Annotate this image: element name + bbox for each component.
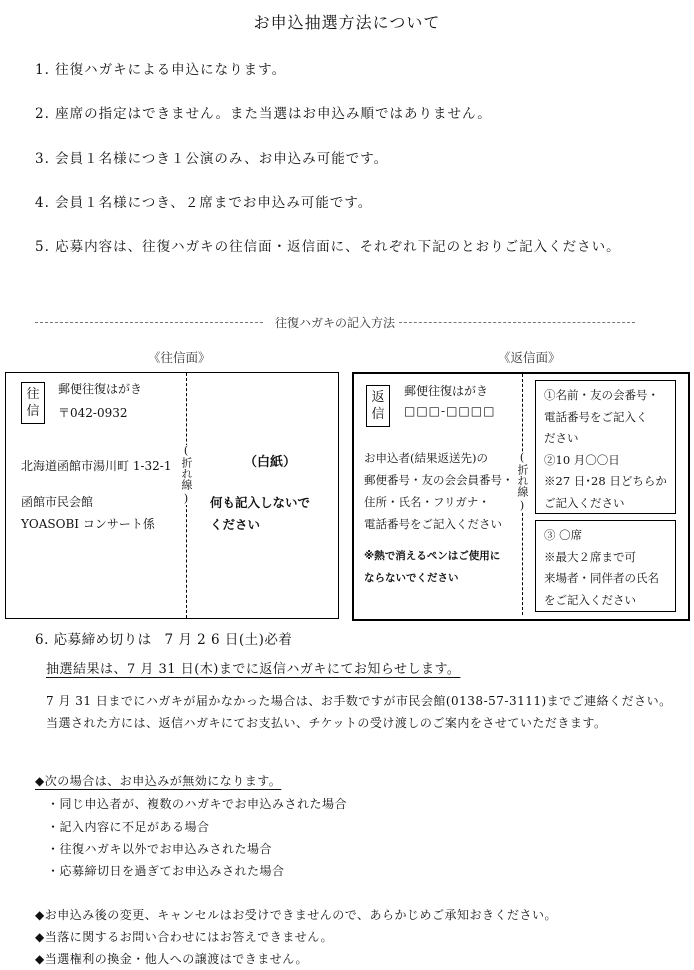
oushin-department: YOASOBI コンサート係	[21, 517, 155, 531]
oushin-address: 北海道函館市湯川町 1-32-1	[21, 459, 172, 473]
deadline-prefix: 6. 応募締め切りは	[35, 632, 152, 648]
invalid-item-4: ・応募締切日を過ぎてお申込みされた場合	[47, 864, 285, 878]
oushin-postcard-header: 郵便往復はがき	[58, 382, 143, 396]
blank-note: （白紙）	[244, 455, 297, 470]
rule-2: 2. 座席の指定はできません。また当選はお申込み順ではありません。	[35, 106, 492, 122]
notice-no-inquiries: ◆当落に関するお問い合わせにはお答えできません。	[35, 930, 333, 944]
rule-3: 3. 会員１名様につき１公演のみ、お申込み可能です。	[35, 151, 389, 167]
rule-1: 1. 往復ハガキによる申込になります。	[35, 62, 287, 78]
result-announcement: 抽選結果は、7 月 31 日(木)までに返信ハガキにてお知らせします。	[46, 662, 461, 677]
box2-line-2: ※最大２席まで可	[544, 549, 636, 564]
oushin-label: 《往信面》	[148, 350, 211, 365]
pen-warning	[364, 545, 500, 589]
invalid-heading: ◆次の場合は、お申込みが無効になります。	[35, 774, 282, 788]
rule-4: 4. 会員１名様につき、２席までお申込み可能です。	[35, 195, 373, 211]
applicant-line-3: 住所・氏名・フリガナ・	[364, 495, 490, 509]
henshin-box-seats	[535, 520, 676, 612]
pen-warning-line-2: ならないでください	[364, 572, 459, 584]
henshin-fold-text: 折れ線	[516, 464, 529, 497]
invalid-item-3: ・往復ハガキ以外でお申込みされた場合	[47, 842, 273, 856]
pen-warning-line-1: ※熱で消えるペンはご使用に	[364, 550, 501, 562]
invalid-item-2: ・記入内容に不足がある場合	[47, 820, 210, 834]
henshin-label: 《返信面》	[498, 350, 561, 365]
box1-line-6: ご記入ください	[544, 495, 625, 510]
applicant-line-1: お申込者(結果返送先)の	[364, 451, 488, 465]
rule-5: 5. 応募内容は、往復ハガキの往信面・返信面に、それぞれ下記のとおりご記入ください。	[35, 239, 621, 255]
box2-line-3: 来場者・同伴者の氏名	[544, 571, 659, 585]
deadline-date: 7 月 2 6 日(土)必着	[164, 632, 293, 648]
oushin-postal-code: 〒042-0932	[58, 406, 128, 420]
oushin-postcard	[5, 372, 339, 619]
box1-line-5: ※27 日･28 日どちらか	[544, 474, 667, 488]
oushin-organization: 函館市民会館	[21, 495, 94, 509]
henshin-mark: 返信	[366, 385, 390, 427]
box1-line-3: ださい	[544, 431, 579, 445]
oushin-fold-text: 折れ線	[180, 457, 193, 490]
box2-line-4: をご記入ください	[544, 592, 636, 607]
box1-line-2: 電話番号をご記入く	[544, 409, 648, 424]
applicant-instructions	[364, 447, 514, 535]
deadline	[35, 628, 292, 648]
invalid-item-1: ・同じ申込者が、複数のハガキでお申込みされた場合	[47, 797, 348, 811]
no-write-note-line-2: ください	[210, 517, 261, 532]
applicant-line-4: 電話番号をご記入ください	[364, 517, 502, 531]
box1-line-4: ②10 月〇〇日	[544, 452, 620, 467]
postcard-section-divider	[35, 314, 635, 331]
notice-no-transfer: ◆当選権利の換金・他人への譲渡はできません。	[35, 952, 308, 966]
henshin-fold-label: ( 折れ線 )	[516, 451, 529, 512]
oushin-mark: 往信	[21, 382, 45, 424]
box1-line-1: ①名前・友の会番号・	[544, 388, 659, 402]
winner-note: 当選された方には、返信ハガキにてお支払い、チケットの受け渡しのご案内をさせていただきます。	[46, 716, 607, 730]
divider-label: 往復ハガキの記入方法	[274, 316, 395, 330]
box2-line-1: ③ 〇席	[544, 528, 583, 542]
no-postcard-note: 7 月 31 日までにハガキが届かなかった場合は、お手数ですが市民会館(0138-57-3111)までご連絡ください。	[46, 694, 672, 708]
notice-no-changes: ◆お申込み後の変更、キャンセルはお受けできませんので、あらかじめご承知おきください。	[35, 908, 557, 922]
applicant-line-2: 郵便番号・友の会会員番号・	[364, 473, 514, 487]
no-write-note-line-1: 何も記入しないで	[210, 495, 311, 510]
oushin-fold-label: ( 折れ線 )	[180, 444, 193, 505]
henshin-box-name-date	[535, 380, 676, 514]
henshin-postcard	[352, 372, 690, 621]
page-title: お申込抽選方法について	[253, 13, 441, 32]
henshin-postal-code: □□□-□□□□	[404, 404, 496, 418]
henshin-postcard-header: 郵便往復はがき	[404, 384, 489, 398]
